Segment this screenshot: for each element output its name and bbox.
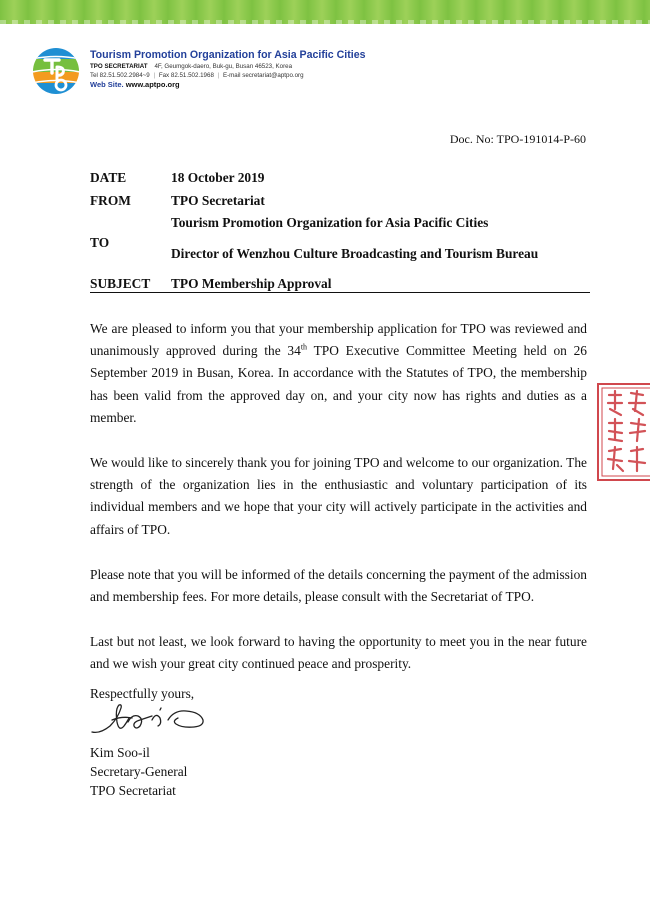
official-seal-icon [595,381,650,483]
paragraph-2: We would like to sincerely thank you for joining TPO and welcome to our organization. The strength of the organization lies in the enthusiastic and voluntary participation of its individual members and we hope that your city will actively participate in the activities and affairs of TPO. [90,455,587,537]
header-divider [90,292,590,293]
from-label: FROM [90,193,131,208]
date-value: 18 October 2019 [171,170,265,185]
subject-label: SUBJECT [90,276,151,291]
letterhead-website-line [90,80,340,90]
tel-label: Tel [90,72,98,79]
fax-number: 82.51.502.1968 [170,72,214,79]
letterhead [90,49,366,90]
tel-number: 82.51.502.2984~9 [99,72,150,79]
email-label: E-mail [222,72,241,79]
letterhead-top-band [0,0,650,24]
signatory-organization: TPO Secretariat [90,783,176,799]
date-label: DATE [90,170,127,185]
subject-value: TPO Membership Approval [171,276,332,291]
website-label: Web Site. [90,80,124,89]
paragraph-4: Last but not least, we look forward to having the opportunity to meet you in the near future and we wish your great city continued peace and prosperity. [90,634,587,672]
from-value-line1: TPO Secretariat [171,193,265,208]
ordinal-suffix: th [300,342,308,352]
paragraph-1: We are pleased to inform you that your membership application for TPO was reviewed and unanimously approved during the 34th TPO Executive Committee Meeting held on 26 September 2019 in Busan, Korea. In accordance with the Statutes of TPO, the membership has been valid from the approved day on, and your city now has rights and duties as a member. [90,321,588,425]
document-number: Doc. No: TPO-191014-P-60 [449,132,586,146]
letter-body [90,318,587,699]
paragraph-3: Please note that you will be informed of the details concerning the payment of the admission and membership fees. For more details, please consult with the Secretariat of TPO. [90,566,587,605]
signatory-name: Kim Soo-il [90,745,150,760]
to-label: TO [90,235,110,250]
website-link[interactable]: www.aptpo.org [125,80,180,89]
handwritten-signature-icon [88,696,212,740]
from-value-line2: Tourism Promotion Organization for Asia Pacific Cities [171,215,489,230]
tpo-logo-icon [32,47,80,95]
signatory-title: Secretary-General [90,764,188,780]
letterhead-address-line [90,62,340,71]
organization-name: Tourism Promotion Organization for Asia Pacific Cities [90,49,366,61]
closing-salutation: Respectfully yours, [90,686,195,701]
to-value: Director of Wenzhou Culture Broadcasting and Tourism Bureau [171,246,539,261]
email-address[interactable]: secretariat@aptpo.org [242,72,304,79]
signatory-block [90,743,187,801]
letterhead-contact-line: Tel 82.51.502.2984~9 | Fax 82.51.502.1968 | E-mail secretariat@aptpo.org [90,72,304,79]
fax-label: Fax [158,72,170,79]
secretariat-label: TPO SECRETARIAT [90,63,148,70]
secretariat-address: 4F, Geumgok-daero, Buk-gu, Busan 46523, Korea [154,63,293,70]
